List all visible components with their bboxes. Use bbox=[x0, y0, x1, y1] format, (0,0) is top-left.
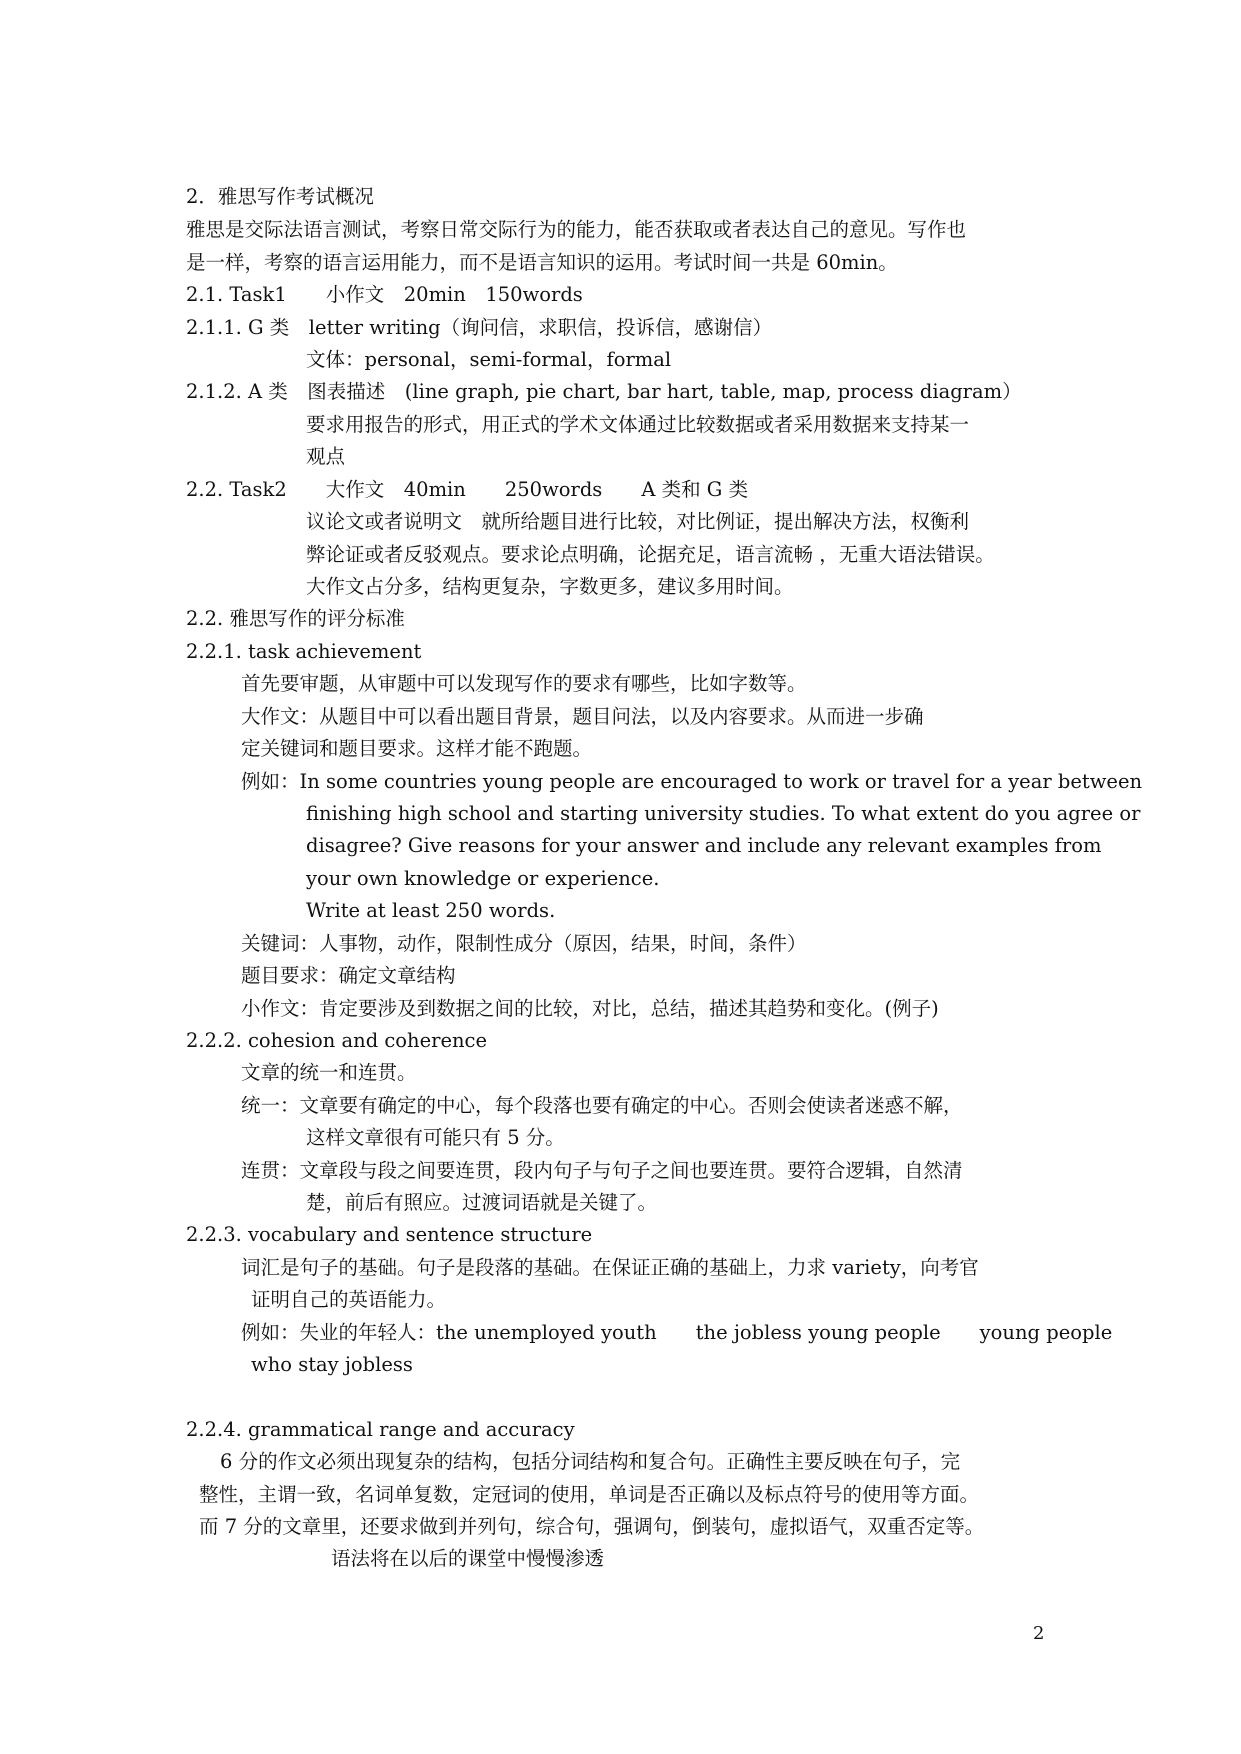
vocabulary-example-line-1: 例如：失业的年轻人：the unemployed youth the jobless young people young people bbox=[241, 1321, 1113, 1344]
example-line-3: disagree? Give reasons for your answer and include any relevant examples from bbox=[306, 834, 1102, 857]
intro-line-1: 雅思是交际法语言测试，考察日常交际行为的能力，能否获取或者表达自己的意见。写作也 bbox=[186, 218, 967, 241]
vocabulary-heading: 2.2.3. vocabulary and sentence structure bbox=[186, 1223, 593, 1246]
example-line-4: your own knowledge or experience. bbox=[306, 867, 660, 890]
example-line-2: finishing high school and starting university studies. To what extent do you agree or bbox=[306, 802, 1141, 825]
grammar-line-4: 语法将在以后的课堂中慢慢渗透 bbox=[331, 1547, 605, 1570]
vocabulary-example-line-2: who stay jobless bbox=[251, 1353, 413, 1376]
requirement-line: 题目要求：确定文章结构 bbox=[241, 964, 456, 987]
example-line-5: Write at least 250 words. bbox=[306, 899, 556, 922]
task-achievement-line-1: 首先要审题，从审题中可以发现写作的要求有哪些，比如字数等。 bbox=[241, 672, 807, 695]
cohesion-line-1: 文章的统一和连贯。 bbox=[241, 1061, 417, 1084]
keywords-line: 关键词：人事物，动作，限制性成分（原因，结果，时间，条件） bbox=[241, 932, 807, 955]
task2-desc-line-1: 议论文或者说明文 就所给题目进行比较，对比例证，提出解决方法，权衡利 bbox=[306, 510, 970, 533]
example-line-1: 例如：In some countries young people are encouraged to work or travel for a year between bbox=[241, 770, 1143, 793]
vocabulary-line-2: 证明自己的英语能力。 bbox=[251, 1288, 447, 1311]
cohesion-heading: 2.2.2. cohesion and coherence bbox=[186, 1029, 488, 1052]
task2-desc-line-3: 大作文占分多，结构更复杂，字数更多，建议多用时间。 bbox=[306, 575, 794, 598]
task2-heading: 2.2. Task2 大作文 40min 250words A 类和 G 类 bbox=[186, 478, 749, 501]
small-essay-line: 小作文：肯定要涉及到数据之间的比较，对比，总结，描述其趋势和变化。(例子) bbox=[241, 997, 939, 1020]
cohesion-line-3: 这样文章很有可能只有 5 分。 bbox=[306, 1126, 565, 1149]
task1-heading: 2.1. Task1 小作文 20min 150words bbox=[186, 283, 583, 306]
cohesion-line-5: 楚，前后有照应。过渡词语就是关键了。 bbox=[306, 1191, 658, 1214]
task1-g-type-line: 2.1.1. G 类 letter writing（询问信，求职信，投诉信，感谢信） bbox=[186, 316, 773, 339]
cohesion-line-2: 统一：文章要有确定的中心，每个段落也要有确定的中心。否则会使读者迷惑不解， bbox=[241, 1094, 963, 1117]
grammar-line-2: 整性，主谓一致，名词单复数，定冠词的使用，单词是否正确以及标点符号的使用等方面。 bbox=[199, 1483, 980, 1506]
intro-line-2: 是一样，考察的语言运用能力，而不是语言知识的运用。考试时间一共是 60min。 bbox=[186, 251, 898, 274]
grammar-heading: 2.2.4. grammatical range and accuracy bbox=[186, 1418, 575, 1441]
task1-a-desc-line-2: 观点 bbox=[306, 445, 346, 468]
task1-g-style-line: 文体：personal，semi-formal，formal bbox=[306, 348, 672, 371]
scoring-heading: 2.2. 雅思写作的评分标准 bbox=[186, 607, 405, 630]
task1-a-type-line: 2.1.2. A 类 图表描述 (line graph, pie chart, bar hart, table, map, process diagram） bbox=[186, 380, 1022, 403]
grammar-line-3: 而 7 分的文章里，还要求做到并列句，综合句，强调句，倒装句，虚拟语气，双重否定等。 bbox=[199, 1515, 985, 1538]
task-achievement-heading: 2.2.1. task achievement bbox=[186, 640, 422, 663]
page-number: 2 bbox=[1033, 1623, 1045, 1644]
task-achievement-line-3: 定关键词和题目要求。这样才能不跑题。 bbox=[241, 737, 593, 760]
vocabulary-line-1: 词汇是句子的基础。句子是段落的基础。在保证正确的基础上，力求 variety，向考官 bbox=[241, 1256, 979, 1279]
section-heading-overview: 2．雅思写作考试概况 bbox=[186, 185, 374, 208]
task2-desc-line-2: 弊论证或者反驳观点。要求论点明确，论据充足，语言流畅 ，无重大语法错误。 bbox=[306, 543, 995, 566]
cohesion-line-4: 连贯：文章段与段之间要连贯，段内句子与句子之间也要连贯。要符合逻辑，自然清 bbox=[241, 1159, 963, 1182]
task1-a-desc-line-1: 要求用报告的形式，用正式的学术文体通过比较数据或者采用数据来支持某一 bbox=[306, 413, 970, 436]
task-achievement-line-2: 大作文：从题目中可以看出题目背景，题目问法，以及内容要求。从而进一步确 bbox=[241, 705, 924, 728]
grammar-line-1: 6 分的作文必须出现复杂的结构，包括分词结构和复合句。正确性主要反映在句子，完 bbox=[220, 1450, 961, 1473]
